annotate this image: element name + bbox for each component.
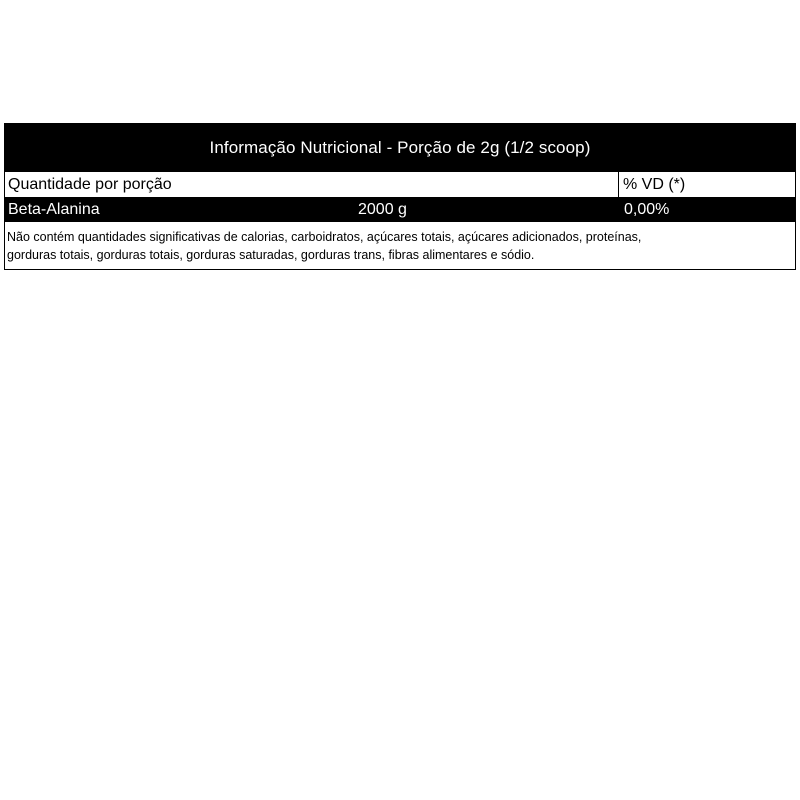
footnote-line-1: Não contém quantidades significativas de calorias, carboidratos, açúcares totais, açúcares adicionados, proteínas,: [7, 230, 642, 244]
quantity-header-cell: [5, 172, 619, 197]
table-row: [5, 198, 795, 222]
nutrition-title: Informação Nutricional - Porção de 2g (1/2 scoop): [209, 138, 591, 157]
daily-value-label: % VD (*): [623, 175, 686, 193]
nutrient-daily-value: 0,00%: [624, 201, 670, 218]
nutrient-name: Beta-Alanina: [8, 201, 100, 218]
table-header-row: [5, 172, 795, 198]
nutrient-amount: 2000 g: [358, 201, 407, 218]
nutrition-footnote: [5, 222, 795, 269]
vd-header-cell: [619, 172, 795, 197]
nutrition-facts-table: [4, 123, 796, 270]
footnote-line-2: gorduras totais, gorduras totais, gorduras saturadas, gorduras trans, fibras alimentares e sódio.: [7, 248, 535, 262]
quantity-per-serving-label: Quantidade por porção: [8, 175, 172, 193]
nutrition-title-row: [5, 124, 795, 172]
